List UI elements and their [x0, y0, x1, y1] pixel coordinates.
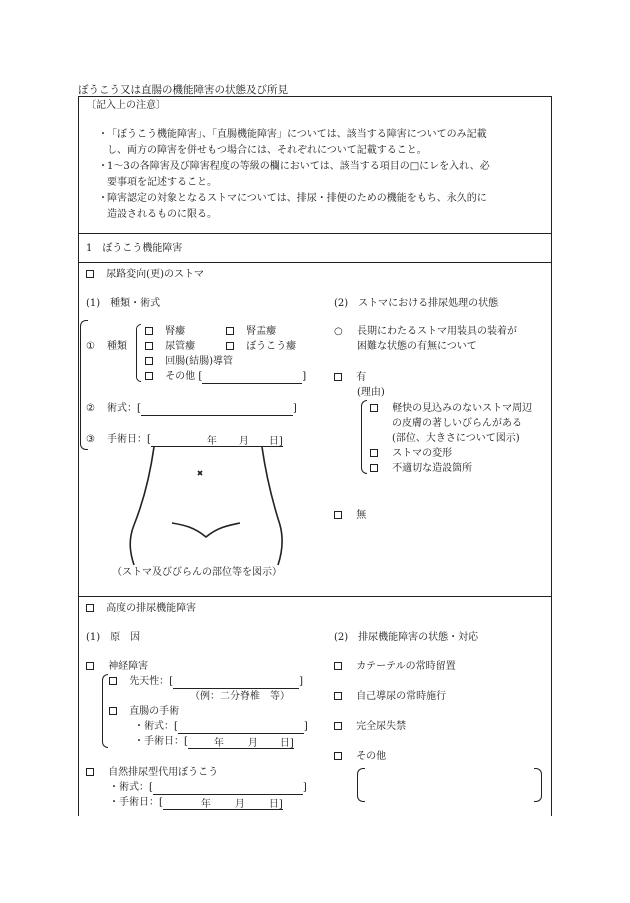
state-checkbox[interactable] [334, 692, 342, 700]
note-item [98, 191, 548, 222]
note-line: 要事項を記述すること。 [107, 176, 217, 188]
severe-heading-row [86, 602, 196, 616]
note-line: 1～3の各障害及び障害程度の等級の欄においては、該当する項目の□にレを入れ、必 [107, 161, 490, 172]
note-line: 「ぼうこう機能障害」、「直腸機能障害」については、該当する障害についてのみ記載 [107, 129, 487, 140]
note-bullet: ・ [98, 193, 108, 204]
rectal-procedure-input[interactable] [178, 723, 304, 734]
reason-line: (部位、大きさについて図示) [392, 433, 520, 444]
no-checkbox[interactable] [334, 511, 342, 519]
status-heading: (2) ストマにおける排尿処理の状態 [334, 298, 499, 309]
reason-line: の皮膚の著しいびらんがある [392, 418, 522, 429]
nb-procedure-input[interactable] [153, 784, 303, 795]
note-line: 造設されるものに限る。 [107, 208, 217, 220]
note-item [98, 159, 548, 190]
rectal-date-row: ・手術日：[ 年 月 日] [134, 736, 294, 749]
bracket [102, 674, 108, 748]
types-label: 種類 [107, 341, 127, 352]
question-line: 困難な状態の有無について [357, 341, 477, 352]
nb-date-input[interactable]: 年 月 日] [163, 798, 283, 810]
note-bullet: ・ [98, 161, 108, 172]
reason-checkbox[interactable] [370, 404, 378, 412]
item-number: ② [86, 403, 95, 414]
procedure-input[interactable] [141, 405, 293, 416]
natural-bladder-option[interactable]: 自然排尿型代用ぼうこう [86, 766, 218, 780]
state-checkbox[interactable] [334, 662, 342, 670]
date-input[interactable]: 年 月 日] [151, 435, 283, 447]
option-pyelostomy[interactable]: 腎盂瘻 [226, 325, 276, 339]
stoma-checkbox[interactable] [86, 270, 94, 278]
neuro-checkbox[interactable] [86, 662, 94, 670]
note-item [98, 127, 548, 158]
state-checkbox[interactable] [334, 722, 342, 730]
rectal-surgery-option[interactable]: 直腸の手術 [109, 705, 179, 719]
state-heading: (2) 排尿機能障害の状態・対応 [334, 632, 479, 643]
types-heading: (1) 種類・術式 [86, 298, 161, 309]
procedure-row: 術式：[ ] [107, 403, 297, 414]
reason-erosion[interactable]: 軽快の見込みのないストマ周辺 [370, 402, 532, 416]
reason-checkbox[interactable] [370, 464, 378, 472]
option-checkbox[interactable] [145, 357, 153, 365]
option-checkbox[interactable] [145, 372, 153, 380]
diagram-caption: （ストマ及びびらんの部位等を図示） [112, 567, 282, 578]
nb-date-row: ・手術日：[ 年 月 日] [109, 797, 283, 810]
congenital-example: （例：二分脊椎 等） [190, 691, 290, 702]
state-option-other[interactable]: その他 [334, 750, 386, 764]
reason-label: (理由) [357, 387, 385, 398]
yes-checkbox[interactable] [334, 373, 342, 381]
bracket [361, 400, 367, 474]
item-number: ③ [86, 434, 95, 445]
rectal-checkbox[interactable] [109, 707, 117, 715]
bracket [534, 768, 542, 802]
option-checkbox[interactable] [226, 342, 234, 350]
question-line: 長期にわたるストマ用装具の装着が [357, 326, 517, 337]
severe-checkbox[interactable] [86, 604, 94, 612]
option-ileal-conduit[interactable]: 回腸(結腸)導管 [145, 355, 233, 369]
state-checkbox[interactable] [334, 752, 342, 760]
body-diagram[interactable] [120, 445, 290, 570]
procedure-label: 術式：[ [107, 403, 141, 414]
option-checkbox[interactable] [145, 327, 153, 335]
other-input[interactable] [202, 373, 302, 384]
note-line: し、両方の障害を併せもつ場合には、それぞれについて記載すること。 [107, 144, 427, 156]
state-option-catheter[interactable]: カテーテルの常時留置 [334, 660, 456, 674]
severe-heading: 高度の排尿機能障害 [106, 603, 197, 614]
option-ureterostomy[interactable]: 尿管瘻 [145, 340, 195, 354]
stoma-heading: 尿路変向(更)のストマ [106, 269, 204, 280]
natural-bladder-checkbox[interactable] [86, 768, 94, 776]
option-checkbox[interactable] [145, 342, 153, 350]
reason-checkbox[interactable] [370, 449, 378, 457]
section-heading: 1 ぼうこう機能障害 [86, 243, 183, 254]
stoma-heading-row [86, 268, 204, 282]
divider [78, 262, 552, 263]
page-title: ぼうこう又は直腸の機能障害の状態及び所見 [78, 84, 288, 96]
congenital-input[interactable] [173, 678, 299, 689]
question-mark: ○ [334, 326, 343, 337]
bracket [136, 324, 141, 382]
option-cystostomy[interactable]: ぼうこう瘻 [226, 340, 296, 354]
rectal-date-input[interactable]: 年 月 日] [188, 737, 294, 749]
option-checkbox[interactable] [226, 327, 234, 335]
item-number: ① [86, 341, 95, 352]
option-nephrostomy[interactable]: 腎瘻 [145, 325, 185, 339]
note-line: 障害認定の対象となるストマについては、排尿・排便のための機能をもち、永久的に [107, 193, 487, 204]
state-option-self-catheter[interactable]: 自己導尿の常時施行 [334, 690, 446, 704]
no-option[interactable]: 無 [334, 509, 366, 523]
yes-option[interactable]: 有 [334, 371, 366, 385]
divider [78, 233, 552, 234]
congenital-checkbox[interactable] [109, 677, 117, 685]
reason-location[interactable]: 不適切な造設箇所 [370, 462, 472, 476]
notes-heading: 〔記入上の注意〕 [86, 100, 166, 111]
divider [78, 596, 552, 597]
congenital-row[interactable]: 先天性：[ ] [109, 675, 303, 689]
neuro-option[interactable]: 神経障害 [86, 660, 148, 674]
state-option-incontinence[interactable]: 完全尿失禁 [334, 720, 406, 734]
rectal-procedure-row: ・術式：[ ] [134, 721, 308, 732]
note-bullet: ・ [98, 129, 108, 140]
option-other[interactable]: その他 [ ] [145, 370, 306, 384]
other-state-input[interactable] [367, 770, 531, 800]
nb-procedure-row: ・術式：[ ] [109, 782, 307, 793]
reason-deformity[interactable]: ストマの変形 [370, 447, 452, 461]
date-label: 手術日：[ [107, 434, 151, 445]
cause-heading: (1) 原 因 [86, 632, 141, 643]
bracket [357, 768, 365, 802]
